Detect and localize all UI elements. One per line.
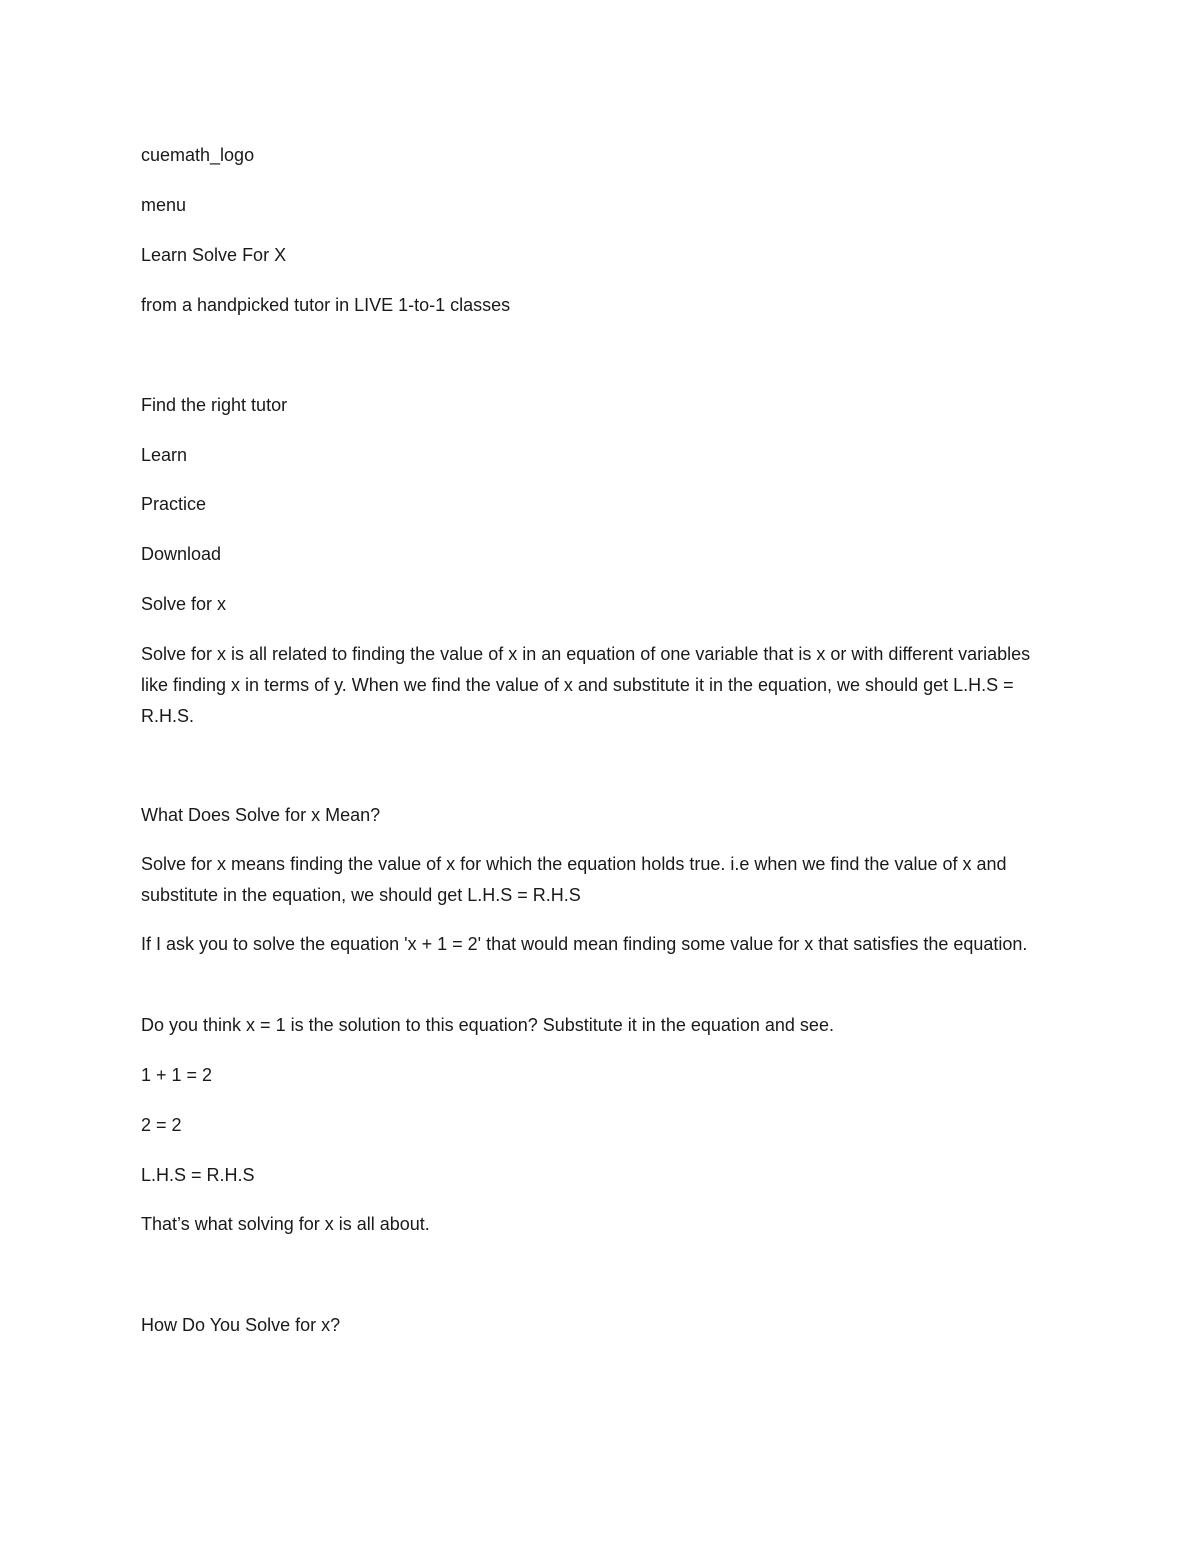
promo-title: Learn Solve For X [141, 245, 287, 265]
section-heading-meaning: What Does Solve for x Mean? [141, 805, 381, 825]
nav-download-link[interactable]: Download [141, 544, 222, 564]
equation-step-1: 1 + 1 = 2 [141, 1065, 213, 1085]
nav-learn-link[interactable]: Learn [141, 445, 188, 465]
article-title: Solve for x [141, 594, 227, 614]
question-paragraph: Do you think x = 1 is the solution to this equation? Substitute it in the equation and see. [141, 1015, 834, 1035]
intro-paragraph: Solve for x is all related to finding the value of x in an equation of one variable that is x or with different variables like finding x in terms of y. When we find the value of x and substitute it in the equation, we should get L.H.S = R.H.S. [141, 644, 1031, 726]
find-tutor-link[interactable]: Find the right tutor [141, 395, 288, 415]
menu-link[interactable]: menu [141, 195, 187, 215]
logo-alt-text[interactable]: cuemath_logo [141, 145, 255, 165]
equation-step-2: 2 = 2 [141, 1115, 182, 1135]
summary-paragraph: That’s what solving for x is all about. [141, 1214, 430, 1234]
promo-subtitle: from a handpicked tutor in LIVE 1-to-1 classes [141, 295, 511, 315]
section-heading-how: How Do You Solve for x? [141, 1315, 341, 1335]
nav-practice-link[interactable]: Practice [141, 494, 207, 514]
example-paragraph: If I ask you to solve the equation 'x + 1 = 2' that would mean finding some value for x that satisfies the equation. [141, 934, 1028, 954]
meaning-paragraph: Solve for x means finding the value of x for which the equation holds true. i.e when we find the value of x and substitute in the equation, we should get L.H.S = R.H.S [141, 854, 1007, 905]
equation-step-3: L.H.S = R.H.S [141, 1165, 255, 1185]
